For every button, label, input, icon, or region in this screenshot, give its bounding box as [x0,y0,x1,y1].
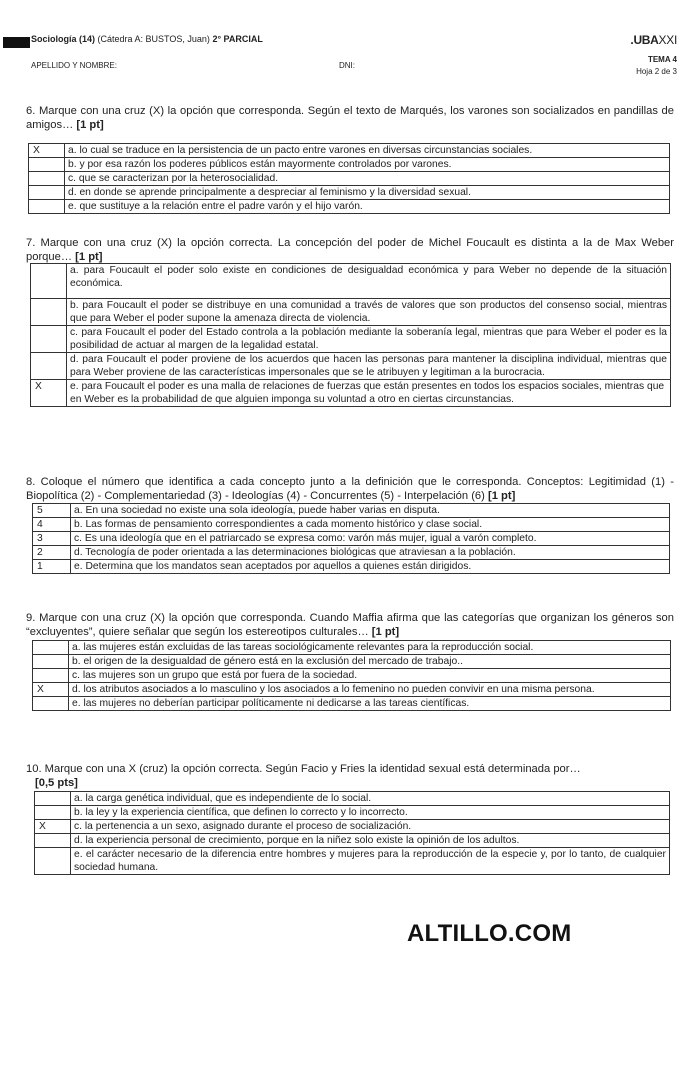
question-7-text: 7. Marque con una cruz (X) la opción correcta. La concepción del poder de Michel Foucault es distinta a la de Max Weber porque… [26,237,674,263]
answer-cell[interactable] [29,200,65,214]
apellido-label: APELLIDO Y NOMBRE: [31,61,117,70]
option-row [35,834,670,848]
tema-label: TEMA 4 [647,55,677,64]
option-row [33,669,671,683]
answer-cell[interactable] [29,158,65,172]
question-7 [26,236,674,264]
option-text: c. Es una ideología que en el patriarcado se expresa como: varón más mujer, igual a varón completo. [71,532,670,546]
answer-cell[interactable] [35,792,71,806]
option-text: e. las mujeres no deberían participar políticamente ni dedicarse a las tareas científicas. [69,697,671,711]
answer-cell[interactable] [29,172,65,186]
answer-cell[interactable] [31,353,67,380]
answer-cell[interactable] [31,326,67,353]
option-row [33,641,671,655]
option-row [33,504,670,518]
option-row [29,186,670,200]
option-text: b. Las formas de pensamiento correspondientes a cada momento histórico y clase social. [71,518,670,532]
option-row [31,380,671,407]
header-black-block [3,37,30,48]
question-6-text: 6. Marque con una cruz (X) la opción que corresponda. Según el texto de Marqués, los varones son socializados en pandillas de amigos… [26,105,674,131]
question-9 [26,611,674,639]
option-text: b. el origen de la desigualdad de género está en la exclusión del mercado de trabajo.. [69,655,671,669]
answer-cell[interactable]: X [33,683,69,697]
option-row [29,144,670,158]
question-7-points: [1 pt] [75,251,103,263]
question-6-options [28,143,670,214]
answer-cell[interactable] [29,186,65,200]
answer-cell[interactable]: 2 [33,546,71,560]
option-text: c. las mujeres son un grupo que está por fuera de la sociedad. [69,669,671,683]
option-row [31,299,671,326]
option-text: d. para Foucault el poder proviene de los acuerdos que hacen las personas para mantener la disciplina individual, mientras que para Weber proviene de las características impersonales que se le atribuyen y legitiman a la burocracia. [67,353,671,380]
answer-cell[interactable] [33,669,69,683]
option-text: c. que se caracterizan por la heterosocialidad. [65,172,670,186]
question-8 [26,475,674,503]
question-10-points: [0,5 pts] [35,777,78,789]
option-row [33,655,671,669]
answer-cell[interactable] [33,697,69,711]
option-text: a. la carga genética individual, que es independiente de lo social. [71,792,670,806]
answer-cell[interactable] [35,806,71,820]
option-text: c. para Foucault el poder del Estado controla a la población mediante la soberanía legal, mientras que para Weber el poder es la posibilidad de actuar al margen de la legalidad estatal. [67,326,671,353]
option-row [35,820,670,834]
question-10-text: 10. Marque con una X (cruz) la opción correcta. Según Facio y Fries la identidad sexual está determinada por… [26,763,581,775]
option-text: e. para Foucault el poder es una malla de relaciones de fuerzas que están presentes en todos los espacios sociales, mientras que en Weber es la probabilidad de que alguien imponga su voluntad a otro en ciertas circunstancias. [67,380,671,407]
course-chair: (Cátedra A: BUSTOS, Juan) [97,34,210,44]
option-row [33,697,671,711]
answer-cell[interactable]: X [29,144,65,158]
option-row [31,353,671,380]
question-7-options [30,263,671,407]
option-text: d. Tecnología de poder orientada a las determinaciones biológicas que atraviesan a la población. [71,546,670,560]
option-row [35,848,670,875]
question-9-text: 9. Marque con una cruz (X) la opción que corresponda. Cuando Maffia afirma que las categorías que organizan los géneros son “excluyentes”, quiere señalar que según los estereotipos culturales… [26,612,674,638]
option-text: d. la experiencia personal de crecimiento, porque en la niñez solo existe la opinión de los adultos. [71,834,670,848]
answer-cell[interactable] [31,264,67,299]
option-text: e. que sustituye a la relación entre el padre varón y el hijo varón. [65,200,670,214]
option-row [33,683,671,697]
option-text: e. Determina que los mandatos sean aceptados por aquellos a quienes están dirigidos. [71,560,670,574]
course-name: Sociología (14) [31,34,96,44]
option-text: d. en donde se aprende principalmente a despreciar al feminismo y la diversidad sexual. [65,186,670,200]
option-text: b. y por esa razón los poderes públicos están mayormente controlados por varones. [65,158,670,172]
option-text: a. para Foucault el poder solo existe en condiciones de desigualdad económica y para Weber no depende de la situación económica. [67,264,671,299]
option-text: c. la pertenencia a un sexo, asignado durante el proceso de socialización. [71,820,670,834]
answer-cell[interactable] [35,834,71,848]
option-row [31,264,671,299]
answer-cell[interactable] [31,299,67,326]
option-row [29,172,670,186]
question-9-options [32,640,671,711]
option-text: a. En una sociedad no existe una sola ideología, puede haber varias en disputa. [71,504,670,518]
option-row [33,532,670,546]
option-row [35,806,670,820]
uba-logo-bold: .UBA [630,33,659,47]
option-row [33,560,670,574]
question-8-points: [1 pt] [488,490,516,502]
answer-cell[interactable]: X [35,820,71,834]
option-row [33,518,670,532]
question-10 [26,762,674,790]
question-9-points: [1 pt] [371,626,400,638]
option-text: b. la ley y la experiencia científica, que definen lo correcto y lo incorrecto. [71,806,670,820]
question-8-options [32,503,670,574]
course-header [31,34,263,44]
option-row [29,200,670,214]
option-text: a. lo cual se traduce en la persistencia de un pacto entre varones en diversas circunstancias sociales. [65,144,670,158]
tema-info [636,54,677,78]
dni-label: DNI: [339,61,355,70]
uba-logo [630,33,677,47]
exam-name: 2° PARCIAL [212,34,263,44]
answer-cell[interactable] [33,655,69,669]
option-text: d. los atributos asociados a lo masculino y los asociados a lo femenino no pueden convivir en una misma persona. [69,683,671,697]
option-row [35,792,670,806]
question-8-text: 8. Coloque el número que identifica a cada concepto junto a la definición que le corresponda. Conceptos: Legitimidad (1) - Biopolítica (2) - Complementariedad (3) - Ideologías (4) - Concurrentes (5) - Interpelación (6) [26,476,674,502]
option-row [33,546,670,560]
question-6-points: [1 pt] [76,119,104,131]
option-row [31,326,671,353]
answer-cell[interactable] [35,848,71,875]
answer-cell[interactable]: 5 [33,504,71,518]
answer-cell[interactable]: 1 [33,560,71,574]
answer-cell[interactable]: 4 [33,518,71,532]
uba-logo-light: XXI [658,33,677,47]
answer-cell[interactable] [33,641,69,655]
question-6 [26,104,674,132]
hoja-label: Hoja 2 de 3 [636,67,677,76]
answer-cell[interactable]: X [31,380,67,407]
altillo-watermark: ALTILLO.COM [407,920,572,947]
question-10-options [34,791,670,875]
option-text: a. las mujeres están excluidas de las tareas sociológicamente relevantes para la reproducción social. [69,641,671,655]
option-text: e. el carácter necesario de la diferencia entre hombres y mujeres para la reproducción de la especie y, por lo tanto, de cualquier sociedad humana. [71,848,670,875]
option-text: b. para Foucault el poder se distribuye en una comunidad a través de valores que son productos del consenso social, mientras que para Weber el poder supone la amenaza directa de violencia. [67,299,671,326]
option-row [29,158,670,172]
answer-cell[interactable]: 3 [33,532,71,546]
